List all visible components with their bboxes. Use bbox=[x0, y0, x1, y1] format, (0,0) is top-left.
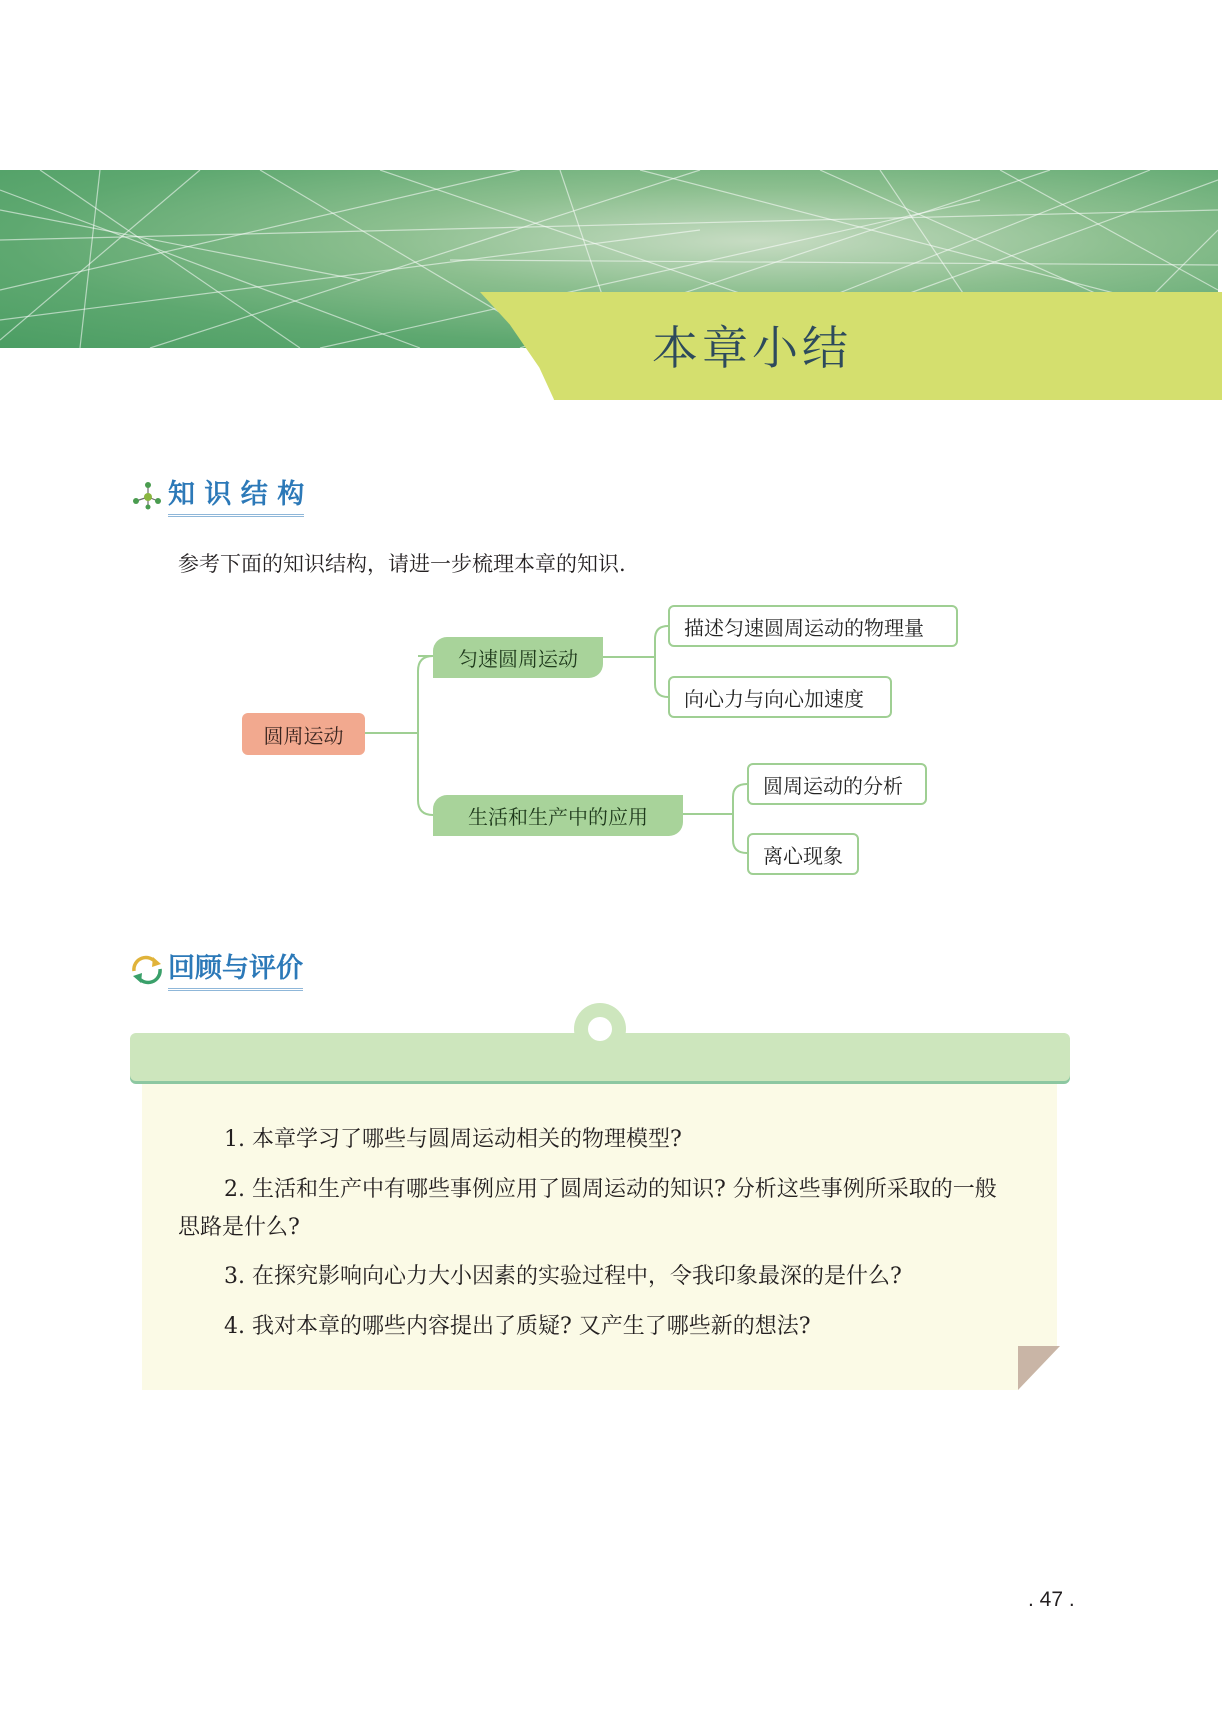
mindmap-leaf: 向心力与向心加速度 bbox=[668, 676, 892, 718]
review-heading: 回顾与评价 bbox=[168, 946, 303, 991]
page-number: . 47 . bbox=[1028, 1588, 1075, 1611]
review-question: 2. 生活和生产中有哪些事例应用了圆周运动的知识? 分析这些事例所采取的一般思路是什么? bbox=[178, 1177, 997, 1240]
review-question: 3. 在探究影响向心力大小因素的实验过程中，令我印象最深的是什么? bbox=[224, 1264, 902, 1289]
mindmap-branch-uniform-motion: 匀速圆周运动 bbox=[433, 637, 603, 678]
mindmap-leaf: 圆周运动的分析 bbox=[747, 763, 927, 805]
mindmap-root: 圆周运动 bbox=[242, 713, 365, 755]
refresh-cycle-icon bbox=[128, 953, 166, 985]
card-ring-hole bbox=[588, 1017, 612, 1041]
mindmap-branch-applications: 生活和生产中的应用 bbox=[433, 795, 683, 836]
review-question: 1. 本章学习了哪些与圆周运动相关的物理模型? bbox=[224, 1127, 682, 1152]
mindmap-leaf: 描述匀速圆周运动的物理量 bbox=[668, 605, 958, 647]
review-section-header bbox=[128, 946, 303, 991]
mindmap-leaf: 离心现象 bbox=[747, 833, 859, 875]
knowledge-heading: 知 识 结 构 bbox=[168, 472, 304, 517]
page-title: 本章小结 bbox=[652, 321, 852, 375]
knowledge-intro: 参考下面的知识结构，请进一步梳理本章的知识. bbox=[178, 552, 626, 576]
review-question: 4. 我对本章的哪些内容提出了质疑? 又产生了哪些新的想法? bbox=[224, 1314, 811, 1339]
